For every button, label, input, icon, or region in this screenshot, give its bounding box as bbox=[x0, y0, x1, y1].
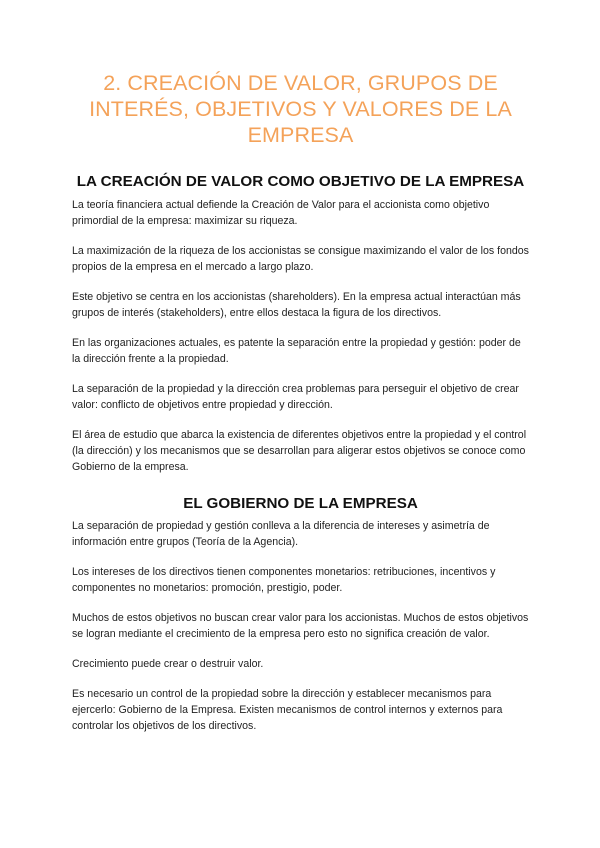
paragraph: El área de estudio que abarca la existencia de diferentes objetivos entre la propiedad y el control (la dirección) y los mecanismos que se desarrollan para aligerar estos objetivos se conoce como Gobierno de la empresa. bbox=[72, 429, 527, 473]
paragraph: La separación de propiedad y gestión conlleva a la diferencia de intereses y asimetría de información entre grupos (Teoría de la Agencia). bbox=[72, 520, 490, 548]
section-gobierno-de-la-empresa bbox=[72, 494, 529, 734]
paragraph: Muchos de estos objetivos no buscan crear valor para los accionistas. Muchos de estos objetivos se logran mediante el crecimiento de la empresa pero esto no significa creación de valor. bbox=[72, 612, 529, 640]
section-creacion-de-valor bbox=[72, 172, 529, 475]
paragraph: La maximización de la riqueza de los accionistas se consigue maximizando el valor de los fondos propios de la empresa en el mercado a largo plazo. bbox=[72, 245, 529, 273]
paragraph: Este objetivo se centra en los accionistas (shareholders). En la empresa actual interactúan más grupos de interés (stakeholders), entre ellos destaca la figura de los directivos. bbox=[72, 291, 521, 319]
paragraph: La teoría financiera actual defiende la Creación de Valor para el accionista como objetivo primordial de la empresa: maximizar su riqueza. bbox=[72, 199, 490, 227]
paragraph: Es necesario un control de la propiedad sobre la dirección y establecer mecanismos para ejercerlo: Gobierno de la Empresa. Existen mecanismos de control internos y externos para controlar los objetivos de los directivos. bbox=[72, 688, 503, 732]
paragraph: Los intereses de los directivos tienen componentes monetarios: retribuciones, incentivos y componentes no monetarios: promoción, prestigio, poder. bbox=[72, 566, 496, 594]
section-heading: EL GOBIERNO DE LA EMPRESA bbox=[183, 495, 418, 512]
paragraph: Crecimiento puede crear o destruir valor. bbox=[72, 658, 264, 670]
paragraph: La separación de la propiedad y la dirección crea problemas para perseguir el objetivo de crear valor: conflicto de objetivos entre propiedad y dirección. bbox=[72, 383, 519, 411]
document-title: 2. CREACIÓN DE VALOR, GRUPOS DE INTERÉS, OBJETIVOS Y VALORES DE LA EMPRESA bbox=[89, 71, 512, 147]
paragraph: En las organizaciones actuales, es patente la separación entre la propiedad y gestión: poder de la dirección frente a la propiedad. bbox=[72, 337, 521, 365]
section-heading: LA CREACIÓN DE VALOR COMO OBJETIVO DE LA EMPRESA bbox=[76, 173, 525, 190]
